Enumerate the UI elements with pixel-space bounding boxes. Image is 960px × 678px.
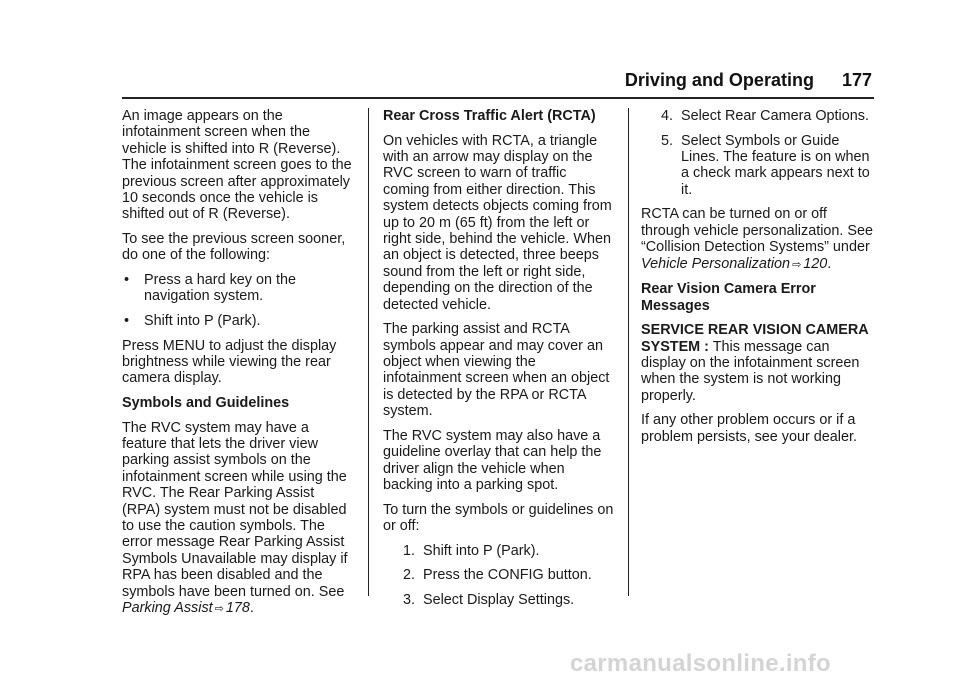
- step-number: 1.: [402, 542, 415, 559]
- paragraph: To see the previous screen sooner, do one of the following:: [122, 231, 346, 264]
- section-heading: Symbols and Guidelines: [122, 395, 290, 412]
- list-item: [641, 133, 877, 199]
- column-divider: [628, 108, 629, 596]
- paragraph: An image appears on the infotainment screen when the vehicle is shifted into R (Reverse). The infotainment screen goes to the previous screen after approximately 10 seconds once the vehicle is shifted out of R (Reverse).: [122, 108, 352, 223]
- cross-reference-link[interactable]: Parking Assist ⇨ 178: [122, 600, 250, 617]
- bullet-item: [122, 313, 354, 329]
- paragraph: The RVC system may also have a guideline overlay that can help the driver align the vehicle when backing into a parking spot.: [383, 427, 602, 494]
- section-title: Driving and Operating: [624, 70, 814, 90]
- message-text: This message can display on the infotainment screen when the system is not working properly.: [641, 338, 860, 404]
- paragraph: [641, 322, 877, 404]
- paragraph: The parking assist and RCTA symbols appear and may cover an object when viewing the infotainment screen when an object is detected by the RPA or RCTA system.: [383, 321, 610, 420]
- column-right: [641, 108, 877, 453]
- step-text: Select Rear Camera Options.: [681, 108, 869, 124]
- watermark: carmanualsonline.info: [570, 650, 832, 677]
- bullet-text: Press a hard key on the navigation system.: [144, 272, 296, 305]
- page-arrow-icon: ⇨: [214, 603, 224, 616]
- section-heading: Rear Cross Traffic Alert (RCTA): [383, 108, 596, 124]
- page-number: 177: [841, 70, 872, 90]
- page-header: [625, 70, 872, 91]
- header-rule: [122, 97, 874, 99]
- bullet-icon: •: [124, 313, 130, 330]
- step-number: 3.: [402, 591, 415, 608]
- column-divider: [368, 108, 369, 596]
- step-text: Select Display Settings.: [423, 591, 575, 608]
- paragraph: RCTA can be turned on or off through vehicle personalization. See “Collision Detection Systems” under Vehicle Personalization ⇨ 120.: [641, 206, 873, 272]
- paragraph: The RVC system may have a feature that lets the driver view parking assist symbols on the infotainment screen while using the RVC. The Rear Parking Assist (RPA) system must not be disabled to use the caution symbols. The error message Rear Parking Assist Symbols Unavailable may display if RPA has been disabled and the symbols have been turned on. See Parking Assist ⇨ 178.: [122, 419, 348, 617]
- column-middle: [383, 108, 616, 616]
- step-text: Shift into P (Park).: [423, 542, 540, 559]
- bullet-icon: •: [124, 272, 130, 289]
- step-text: Select Symbols or Guide Lines. The feature is on when a check mark appears next to it.: [681, 132, 870, 198]
- cross-reference-link[interactable]: Vehicle Personalization ⇨ 120: [641, 255, 828, 272]
- column-left: [122, 108, 354, 626]
- bullet-text: Shift into P (Park).: [144, 313, 261, 330]
- message-label: SERVICE REAR VISION CAMERA SYSTEM :: [641, 322, 869, 355]
- page-arrow-icon: ⇨: [792, 258, 802, 271]
- paragraph: To turn the symbols or guidelines on or off:: [383, 501, 614, 535]
- list-item: [383, 567, 616, 583]
- step-text: Press the CONFIG button.: [423, 567, 592, 584]
- bullet-item: [122, 272, 354, 305]
- step-number: 2.: [402, 567, 415, 584]
- section-heading: Rear Vision Camera Error Messages: [641, 281, 816, 314]
- list-item: [641, 108, 877, 124]
- step-number: 4.: [660, 108, 673, 124]
- paragraph: Press MENU to adjust the display brightness while viewing the rear camera display.: [122, 337, 337, 387]
- paragraph: If any other problem occurs or if a problem persists, see your dealer.: [641, 412, 857, 445]
- list-item: [383, 543, 616, 559]
- step-number: 5.: [660, 132, 673, 149]
- list-item: [383, 592, 616, 608]
- paragraph: On vehicles with RCTA, a triangle with an arrow may display on the RVC screen to warn of traffic coming from either direction. This system detects objects coming from up to 20 m (65 ft) from the left or right side, behind the vehicle. When an object is detected, three beeps sound from the left or right side, depending on the direction of the detected vehicle.: [383, 132, 612, 313]
